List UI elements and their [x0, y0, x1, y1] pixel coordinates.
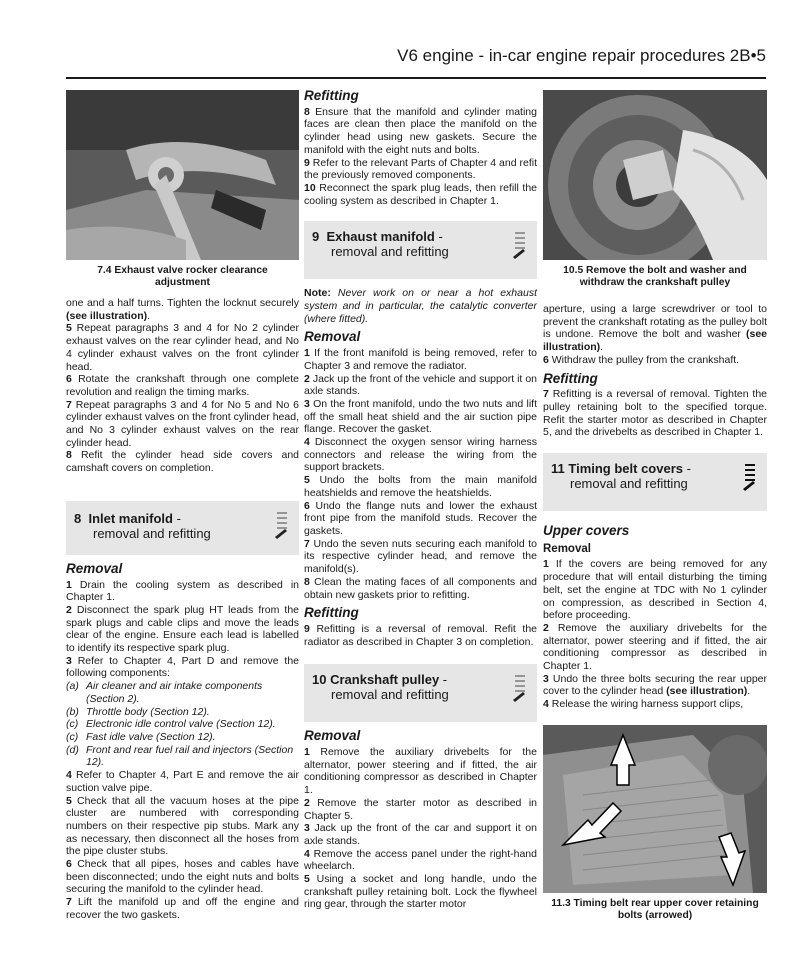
paragraph: 6 Rotate the crankshaft through one complete revolution and realign the timing marks. — [66, 373, 300, 398]
paragraph: 8 Refit the cylinder head side covers and camshaft covers on completion. — [66, 449, 300, 475]
figure-7-4-caption: 7.4 Exhaust valve rocker clearance adjustment — [97, 265, 268, 288]
refitting-heading: Refitting — [304, 88, 359, 103]
page-header — [0, 0, 800, 80]
paragraph: 9 Refitting is a reversal of removal. Refit the radiator as described in Chapter 3 on completion. — [304, 622, 537, 648]
page-title: V6 engine - in-car engine repair procedures 2B•5 — [397, 46, 766, 65]
list-item: (b) Throttle body (Section 12). — [66, 705, 210, 718]
section-heading-10: 10 Crankshaft pulley - removal and refitting — [304, 664, 537, 722]
paragraph: 1 Drain the cooling system as described in Chapter 1. — [66, 578, 299, 604]
list-item: (a) Air cleaner and air intake components (Section 2). — [66, 680, 263, 705]
list-item: (d) Front and rear fuel rail and injectors (Section 12). — [66, 743, 294, 769]
paragraph: 1 Remove the auxiliary drivebelts for the alternator, power steering and if fitted, the air conditioning compressor as described in Chapter 1. — [304, 746, 537, 797]
list-item: (c) Electronic idle control valve (Section 12). — [66, 718, 276, 731]
paragraph: 3 Refer to Chapter 4, Part D and remove the following components: — [66, 654, 299, 680]
paragraph: 6 Withdraw the pulley from the crankshaft. — [543, 353, 740, 366]
paragraph: one and a half turns. Tighten the locknut securely (see illustration). — [66, 297, 299, 322]
section-heading-11: 11 Timing belt covers - removal and refitting — [543, 453, 767, 511]
refitting-heading: Refitting — [543, 370, 598, 386]
paragraph: 2 Jack up the front of the vehicle and support it on axle stands. — [304, 372, 537, 398]
paragraph: 5 Undo the bolts from the main manifold heatshields and remove the heatshields. — [304, 474, 537, 499]
figure-10-5-photo — [543, 90, 767, 260]
paragraph: 2 Remove the auxiliary drivebelts for the alternator, power steering and if fitted, the air conditioning compressor as described in Chapter 1. — [543, 621, 767, 673]
refitting-heading: Refitting — [304, 605, 359, 621]
column-2 — [304, 90, 537, 911]
paragraph: 7 Refitting is a reversal of removal. Tighten the pulley retaining bolt to the specified torque. Refit the starter motor as described in Chapter 5, and the drivebelts as described in Chapter 1. — [543, 388, 768, 439]
removal-subheading: Removal — [543, 542, 591, 555]
paragraph: 7 Undo the seven nuts securing each manifold to its respective cylinder head, and remove the manifold(s). — [304, 537, 537, 576]
wrench-difficulty-icon — [511, 672, 531, 704]
removal-heading: Removal — [304, 728, 361, 744]
paragraph: 4 Refer to Chapter 4, Part E and remove the air suction valve pipe. — [66, 769, 299, 794]
upper-covers-heading: Upper covers — [543, 523, 630, 539]
paragraph: 6 Undo the flange nuts and lower the exhaust front pipe from the manifold studs. Recover the gaskets. — [304, 499, 538, 537]
paragraph: 7 Repeat paragraphs 3 and 4 for No 5 and No 6 cylinder exhaust valves on the front cylinder head, and No 3 cylinder exhaust valves on the rear cylinder head. — [66, 398, 299, 449]
paragraph: 9 Refer to the relevant Parts of Chapter 4 and refit the previously removed components. — [304, 156, 537, 182]
wrench-difficulty-icon — [273, 509, 293, 541]
paragraph: aperture, using a large screwdriver or tool to prevent the crankshaft rotating as the pulley bolt is undone. Remove the bolt and washer (see illustration). — [543, 303, 767, 354]
wrench-difficulty-icon — [511, 229, 531, 261]
removal-heading: Removal — [66, 560, 123, 576]
wrench-difficulty-icon — [741, 461, 761, 493]
paragraph: 3 Jack up the front of the car and support it on axle stands. — [304, 822, 537, 847]
figure-7-4-photo — [66, 90, 299, 260]
paragraph: 5 Repeat paragraphs 3 and 4 for No 2 cylinder exhaust valves on the rear cylinder head, and No 4 cylinder exhaust valves on the front cylinder head. — [66, 322, 299, 373]
column-3 — [543, 90, 767, 930]
paragraph: 10 Reconnect the spark plug leads, then refill the cooling system as described in Chapter 1. — [304, 181, 538, 207]
section-heading-8: 8 Inlet manifold - removal and refitting — [66, 501, 299, 555]
list-item: (c) Fast idle valve (Section 12). — [66, 730, 216, 743]
paragraph: 8 Ensure that the manifold and cylinder mating faces are clean then place the manifold on the cylinder head using new gaskets. Secure the manifold with the eight nuts and bolts. — [304, 105, 537, 156]
paragraph: 2 Remove the starter motor as described in Chapter 5. — [304, 796, 537, 822]
paragraph: 1 If the covers are being removed for any procedure that will entail disturbing the timing belt, set the engine at TDC with No 1 cylinder on compression, as described in Section 4, before proceeding. — [543, 558, 768, 622]
paragraph: 4 Disconnect the oxygen sensor wiring harness connectors and release the wiring from the support brackets. — [304, 436, 537, 474]
paragraph: 2 Disconnect the spark plug HT leads from the spark plugs and cable clips and move the leads clear of the engine. Ensure each lead is labelled to identify its respective spark plug. — [66, 603, 299, 655]
paragraph: 8 Clean the mating faces of all components and obtain new gaskets prior to refitting. — [304, 575, 538, 601]
paragraph: 7 Lift the manifold up and off the engine and recover the two gaskets. — [66, 896, 299, 921]
column-1 — [66, 90, 299, 922]
figure-10-5-caption: 10.5 Remove the bolt and washer and withdraw the crankshaft pulley — [563, 265, 747, 288]
paragraph: 4 Remove the access panel under the right-hand wheelarch. — [304, 847, 537, 873]
note: Note: Never work on or near a hot exhaust system and in particular, the catalytic converter (where fitted). — [304, 287, 537, 325]
header-rule — [66, 77, 766, 79]
paragraph: 3 On the front manifold, undo the two nuts and lift off the small heat shield and the air suction pipe flange. Recover the gasket. — [304, 397, 537, 436]
paragraph: 6 Check that all pipes, hoses and cables have been disconnected; undo the eight nuts and bolts securing the manifold to the cylinder head. — [66, 858, 299, 896]
section-heading-9: 9 Exhaust manifold - removal and refitting — [304, 221, 537, 279]
removal-heading: Removal — [304, 329, 361, 345]
figure-11-3-caption: 11.3 Timing belt rear upper cover retaining bolts (arrowed) — [551, 897, 759, 921]
paragraph: 1 If the front manifold is being removed, refer to Chapter 3 and remove the radiator. — [304, 347, 537, 372]
paragraph: 5 Using a socket and long handle, undo the crankshaft pulley retaining bolt. Lock the flywheel ring gear, through the starter motor — [304, 873, 537, 911]
paragraph: 4 Release the wiring harness support clips, — [543, 698, 744, 711]
figure-11-3-photo — [543, 725, 767, 893]
paragraph: 3 Undo the three bolts securing the rear upper cover to the cylinder head (see illustration). — [543, 672, 768, 698]
paragraph: 5 Check that all the vacuum hoses at the pipe cluster are numbered with corresponding numbers on their respective pip stubs. Mark any as necessary, then disconnect all the hoses from the pipe cluster stubs. — [66, 794, 299, 858]
